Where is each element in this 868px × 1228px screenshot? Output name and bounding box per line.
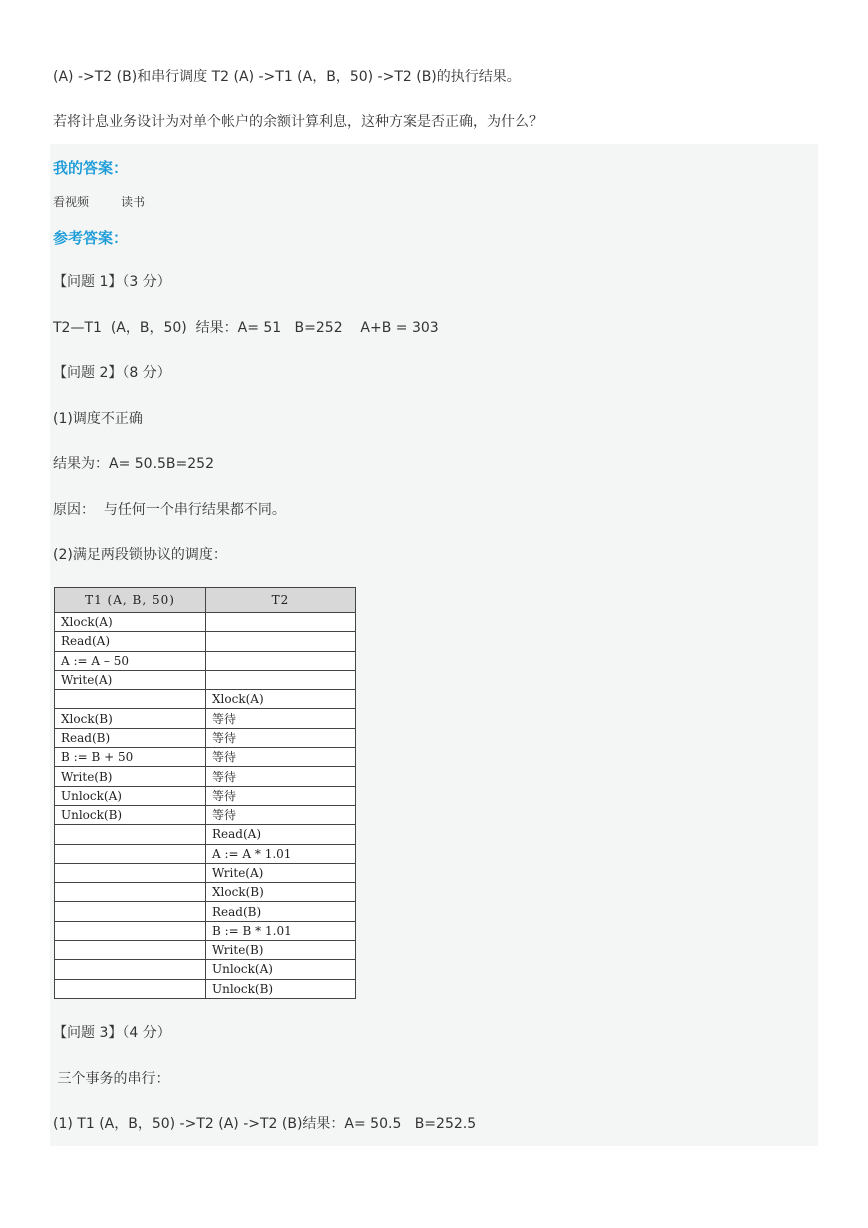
table-row (55, 863, 356, 882)
table-row (55, 902, 356, 921)
table-cell: A := A * 1.01 (206, 844, 356, 863)
my-answer-item-1: 看视频 (53, 195, 90, 209)
table-cell (55, 941, 206, 960)
my-answer-heading: 我的答案： (53, 159, 129, 177)
q2-point-4: (2)满足两段锁协议的调度： (53, 547, 227, 563)
table-cell (206, 651, 356, 670)
table-cell: Write(B) (206, 941, 356, 960)
table-cell: Write(A) (55, 670, 206, 689)
table-cell (206, 670, 356, 689)
table-cell (206, 632, 356, 651)
table-cell (55, 863, 206, 882)
table-cell (55, 921, 206, 940)
reference-answer-heading: 参考答案： (53, 229, 129, 247)
table-cell: Xlock(B) (55, 709, 206, 728)
table-cell: Xlock(B) (206, 883, 356, 902)
table-cell (55, 979, 206, 998)
table-cell: A := A – 50 (55, 651, 206, 670)
table-cell: Read(B) (206, 902, 356, 921)
table-row (55, 921, 356, 940)
table-row (55, 728, 356, 747)
table-row (55, 709, 356, 728)
table-cell: Unlock(A) (55, 786, 206, 805)
schedule-table (54, 587, 356, 999)
table-cell: Unlock(B) (55, 805, 206, 824)
table-cell: Write(B) (55, 767, 206, 786)
q2-title: 【问题 2】（8 分） (53, 365, 171, 381)
table-cell: 等待 (206, 767, 356, 786)
table-cell: Unlock(B) (206, 979, 356, 998)
table-cell: 等待 (206, 728, 356, 747)
table-cell (55, 960, 206, 979)
table-cell (55, 883, 206, 902)
table-row (55, 651, 356, 670)
table-row (55, 632, 356, 651)
q3-title: 【问题 3】（4 分） (53, 1025, 171, 1041)
table-cell: 等待 (206, 748, 356, 767)
table-row (55, 844, 356, 863)
table-cell: Xlock(A) (206, 690, 356, 709)
table-row (55, 767, 356, 786)
column-header-t2: T2 (206, 588, 356, 613)
table-cell (55, 844, 206, 863)
table-cell: 等待 (206, 786, 356, 805)
table-cell (55, 690, 206, 709)
my-answer-item-2: 读书 (121, 195, 146, 209)
table-cell (55, 825, 206, 844)
table-cell: 等待 (206, 805, 356, 824)
table-row (55, 941, 356, 960)
table-row (55, 825, 356, 844)
q3-point-2: (1) T1 (A，B，50) ->T2 (A) ->T2 (B)结果：A= 50.5 B=252.5 (53, 1116, 477, 1132)
schedule-table-image (54, 587, 356, 999)
text-line-2: 若将计息业务设计为对单个帐户的余额计算利息，这种方案是否正确，为什么？ (53, 114, 543, 130)
q2-point-3: 原因： 与任何一个串行结果都不同。 (53, 502, 286, 518)
table-row (55, 690, 356, 709)
table-cell: B := B + 50 (55, 748, 206, 767)
table-cell: Unlock(A) (206, 960, 356, 979)
table-header-row (55, 588, 356, 613)
q1-title: 【问题 1】（3 分） (53, 274, 171, 290)
table-cell: Write(A) (206, 863, 356, 882)
table-row (55, 883, 356, 902)
table-cell (206, 613, 356, 632)
table-row (55, 748, 356, 767)
table-cell: Xlock(A) (55, 613, 206, 632)
table-cell: Read(A) (55, 632, 206, 651)
table-row (55, 670, 356, 689)
table-cell: Read(B) (55, 728, 206, 747)
table-cell: 等待 (206, 709, 356, 728)
q2-point-2: 结果为：A= 50.5B=252 (53, 456, 214, 472)
q1-result: T2—T1 (A，B，50) 结果：A= 51 B=252 A+B = 303 (53, 320, 439, 336)
q3-point-1: 三个事务的串行： (53, 1071, 170, 1087)
column-header-t1: T1 (A, B, 50) (55, 588, 206, 613)
table-cell (55, 902, 206, 921)
table-row (55, 786, 356, 805)
text-line-1: (A) ->T2 (B)和串行调度 T2 (A) ->T1 (A，B，50) ->T2 (B)的执行结果。 (53, 69, 521, 85)
table-row (55, 805, 356, 824)
q2-point-1: (1)调度不正确 (53, 411, 143, 427)
table-row (55, 979, 356, 998)
table-row (55, 613, 356, 632)
table-row (55, 960, 356, 979)
table-cell: B := B * 1.01 (206, 921, 356, 940)
table-cell: Read(A) (206, 825, 356, 844)
